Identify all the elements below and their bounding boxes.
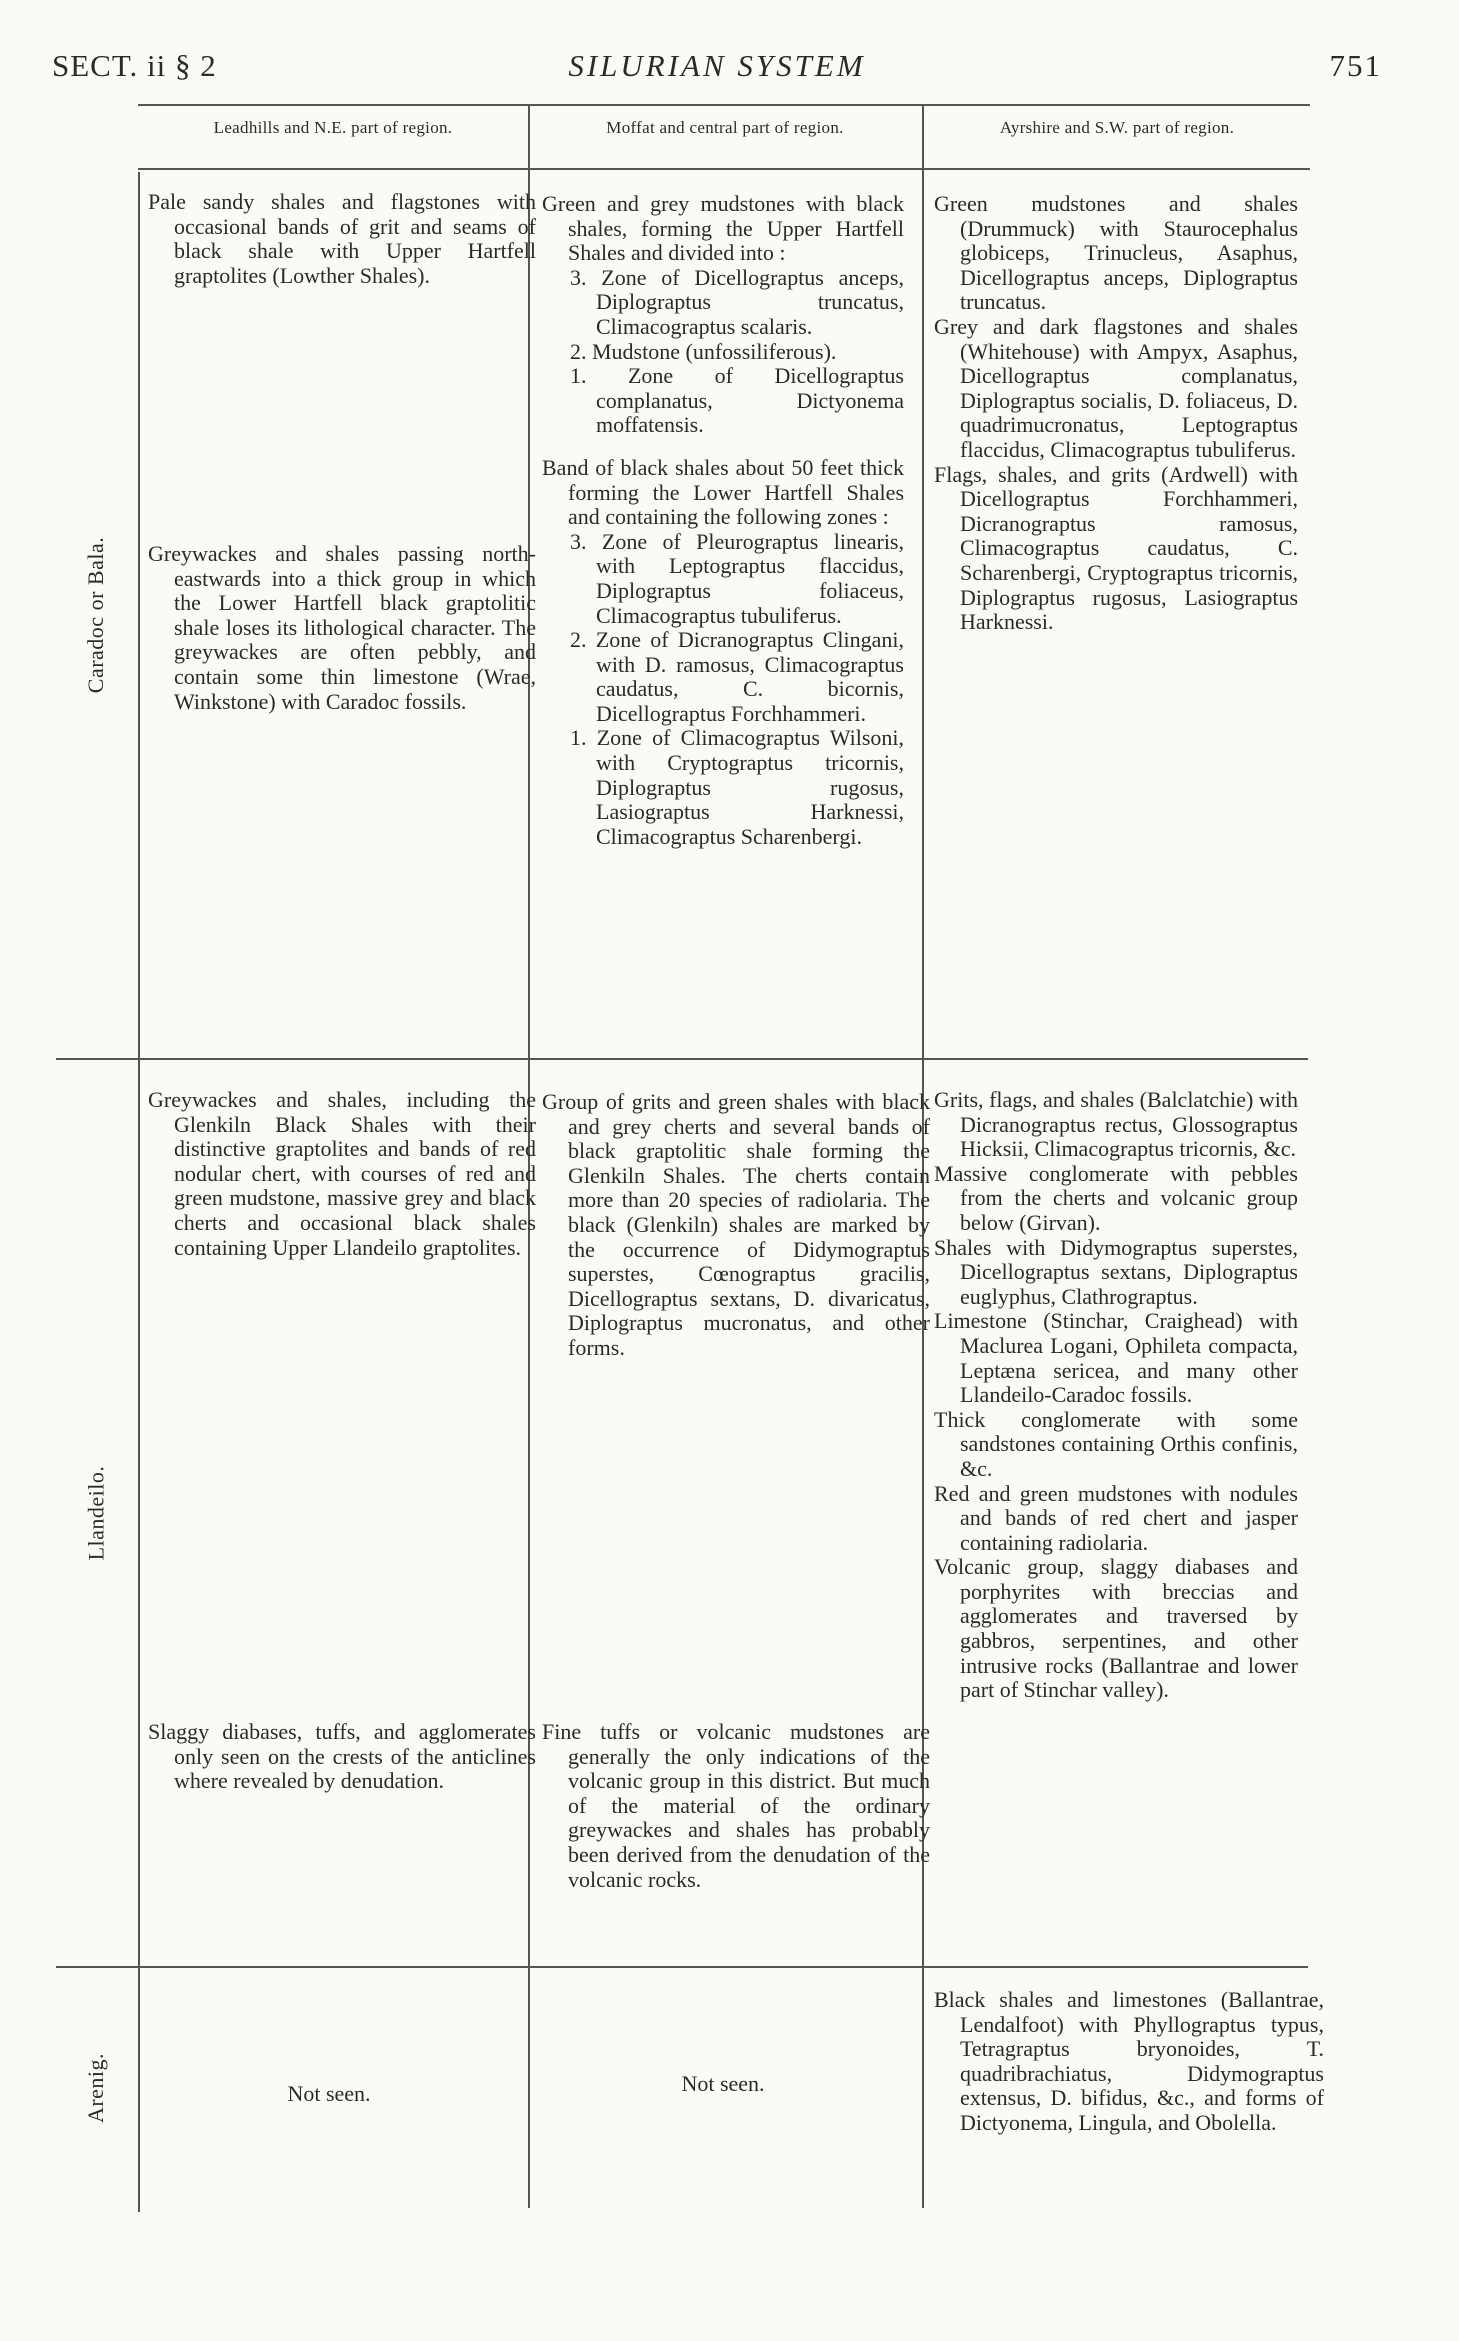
caradoc-ayrshire [934,192,1298,635]
row-label-llandeilo [54,1060,138,1966]
moffat-upper-zone-3: 3. Zone of Dicellograptus anceps, Diplograptus truncatus, Climacograptus scalaris. [570,264,904,339]
moffat-lower-zone-1: 1. Zone of Climacograptus Wilsoni, with Cryptograptus tricornis, Diplograptus rugosus, Lasiograptus Harknessi, Climacograptus Scharenbergi. [570,725,904,849]
ayrshire-red-green-mudstones: Red and green mudstones with nodules and bands of red chert and jasper containing radiolaria. [934,1480,1298,1555]
row-label-caradoc-text: Caradoc or Bala. [83,536,108,694]
ayrshire-balclatchie: Grits, flags, and shales (Balclatchie) with Dicranograptus rectus, Glossograptus Hicksii, Climacograptus tricornis, &c. [934,1087,1298,1162]
row-rule-1 [56,1058,1308,1060]
row-label-arenig [54,1968,138,2208]
ayrshire-drummuck: Green mudstones and shales (Drummuck) with Staurocephalus globiceps, Trinucleus, Asaphus, Dicellograptus anceps, Diplograptus truncatus. [934,191,1298,315]
row-label-caradoc [54,172,138,1058]
arenig-leadhills: Not seen. [287,2081,371,2106]
column-header-leadhills: Leadhills and N.E. part of region. [213,118,453,137]
llandeilo-moffat-2: Fine tuffs or volcanic mudstones are generally the only indications of the volcanic group in this district. But much of the material of the ordinary greywackes and shales has probably been derived from the denudation of the volcanic rocks. [542,1719,930,1892]
page-number: 751 [1329,48,1382,83]
caradoc-leadhills-1: Pale sandy shales and flagstones with occasional bands of grit and seams of black shale with Upper Hartfell graptolites (Lowther Shales). [148,189,536,288]
moffat-upper-hartfell-intro: Green and grey mudstones with black shales, forming the Upper Hartfell Shales and divided into : [542,191,904,266]
ayrshire-stinchar-limestone: Limestone (Stinchar, Craighead) with Maclurea Logani, Ophileta compacta, Leptæna sericea, and many other Llandeilo-Caradoc fossils. [934,1308,1298,1408]
ayrshire-volcanic-group: Volcanic group, slaggy diabases and porphyrites with breccias and agglomerates and traversed by gabbros, serpentines, and other intrusive rocks (Ballantrae and lower part of Stinchar valley). [934,1554,1298,1703]
header-rule [138,168,1310,170]
top-rule [138,104,1310,106]
row-rule-2 [56,1966,1308,1968]
page-title: SILURIAN SYSTEM [568,48,866,83]
ayrshire-girvan-conglomerate: Massive conglomerate with pebbles from the cherts and volcanic group below (Girvan). [934,1160,1298,1235]
section-number: SECT. ii § 2 [52,48,217,83]
moffat-upper-zone-1: 1. Zone of Dicellograptus complanatus, Dictyonema moffatensis. [570,363,904,438]
ayrshire-thick-conglomerate: Thick conglomerate with some sandstones containing Orthis confinis, &c. [934,1406,1298,1481]
moffat-upper-zone-2: 2. Mudstone (unfossiliferous). [570,338,837,364]
ayrshire-ardwell: Flags, shales, and grits (Ardwell) with Dicellograptus Forchhammeri, Dicranograptus ramosus, Climacograptus caudatus, C. Scharenbergi, Cryptograptus tricornis, Diplograptus rugosus, Lasiograptus Harknessi. [934,461,1298,635]
ayrshire-didymograptus-shales: Shales with Didymograptus superstes, Dicellograptus sextans, Diplograptus euglyphus, Clathrograptus. [934,1234,1298,1309]
row-label-llandeilo-text: Llandeilo. [83,1465,108,1561]
arenig-ayrshire: Black shales and limestones (Ballantrae, Lendalfoot) with Phyllograptus typus, Tetragraptus bryonoides, T. quadribrachiatus, Didymograptus extensus, D. bifidus, &c., and forms of Dictyonema, Lingula, and Obolella. [934,1987,1324,2135]
llandeilo-moffat-1: Group of grits and green shales with black and grey cherts and several bands of black graptolitic shale forming the Glenkiln Shales. The cherts contain more than 20 species of radiolaria. The black (Glenkiln) shales are marked by the occurrence of Didymograptus superstes, Cœnograptus gracilis, Dicellograptus sextans, D. divaricatus, Diplograptus mucronatus, and other forms. [542,1089,930,1360]
column-header-ayrshire: Ayrshire and S.W. part of region. [999,118,1235,137]
running-header [52,48,1382,88]
moffat-lower-zone-2: 2. Zone of Dicranograptus Clingani, with D. ramosus, Climacograptus caudatus, C. bicornis, Dicellograptus Forchhammeri. [570,627,904,726]
arenig-moffat: Not seen. [681,2071,765,2096]
moffat-lower-hartfell-intro: Band of black shales about 50 feet thick forming the Lower Hartfell Shales and containing the following zones : [542,454,904,530]
llandeilo-leadhills-2: Slaggy diabases, tuffs, and agglomerates only seen on the crests of the anticlines where revealed by denudation. [148,1719,536,1794]
moffat-lower-zone-3: 3. Zone of Pleurograptus linearis, with Leptograptus flaccidus, Diplograptus foliaceus, Climacograptus tubuliferus. [570,528,904,628]
llandeilo-leadhills-1: Greywackes and shales, including the Glenkiln Black Shales with their distinctive graptolites and bands of red nodular chert, with courses of red and green mudstone, massive grey and black cherts and occasional black shales containing Upper Llandeilo graptolites. [148,1087,536,1260]
caradoc-moffat [542,192,904,849]
llandeilo-ayrshire [934,1088,1298,1703]
row-label-arenig-text: Arenig. [83,2052,108,2124]
caradoc-leadhills-2: Greywackes and shales passing north-eastwards into a thick group in which the Lower Hartfell black graptolitic shale loses its lithological character. The greywackes are often pebbly, and contain some thin limestone (Wrae, Winkstone) with Caradoc fossils. [148,541,536,714]
ayrshire-whitehouse: Grey and dark flagstones and shales (Whitehouse) with Ampyx, Asaphus, Dicellograptus complanatus, Diplograptus socialis, D. foliaceus, D. quadrimucronatus, Leptograptus flaccidus, Climacograptus tubuliferus. [934,313,1298,462]
vertical-rule-1 [138,172,140,2212]
column-header-moffat: Moffat and central part of region. [606,118,844,137]
